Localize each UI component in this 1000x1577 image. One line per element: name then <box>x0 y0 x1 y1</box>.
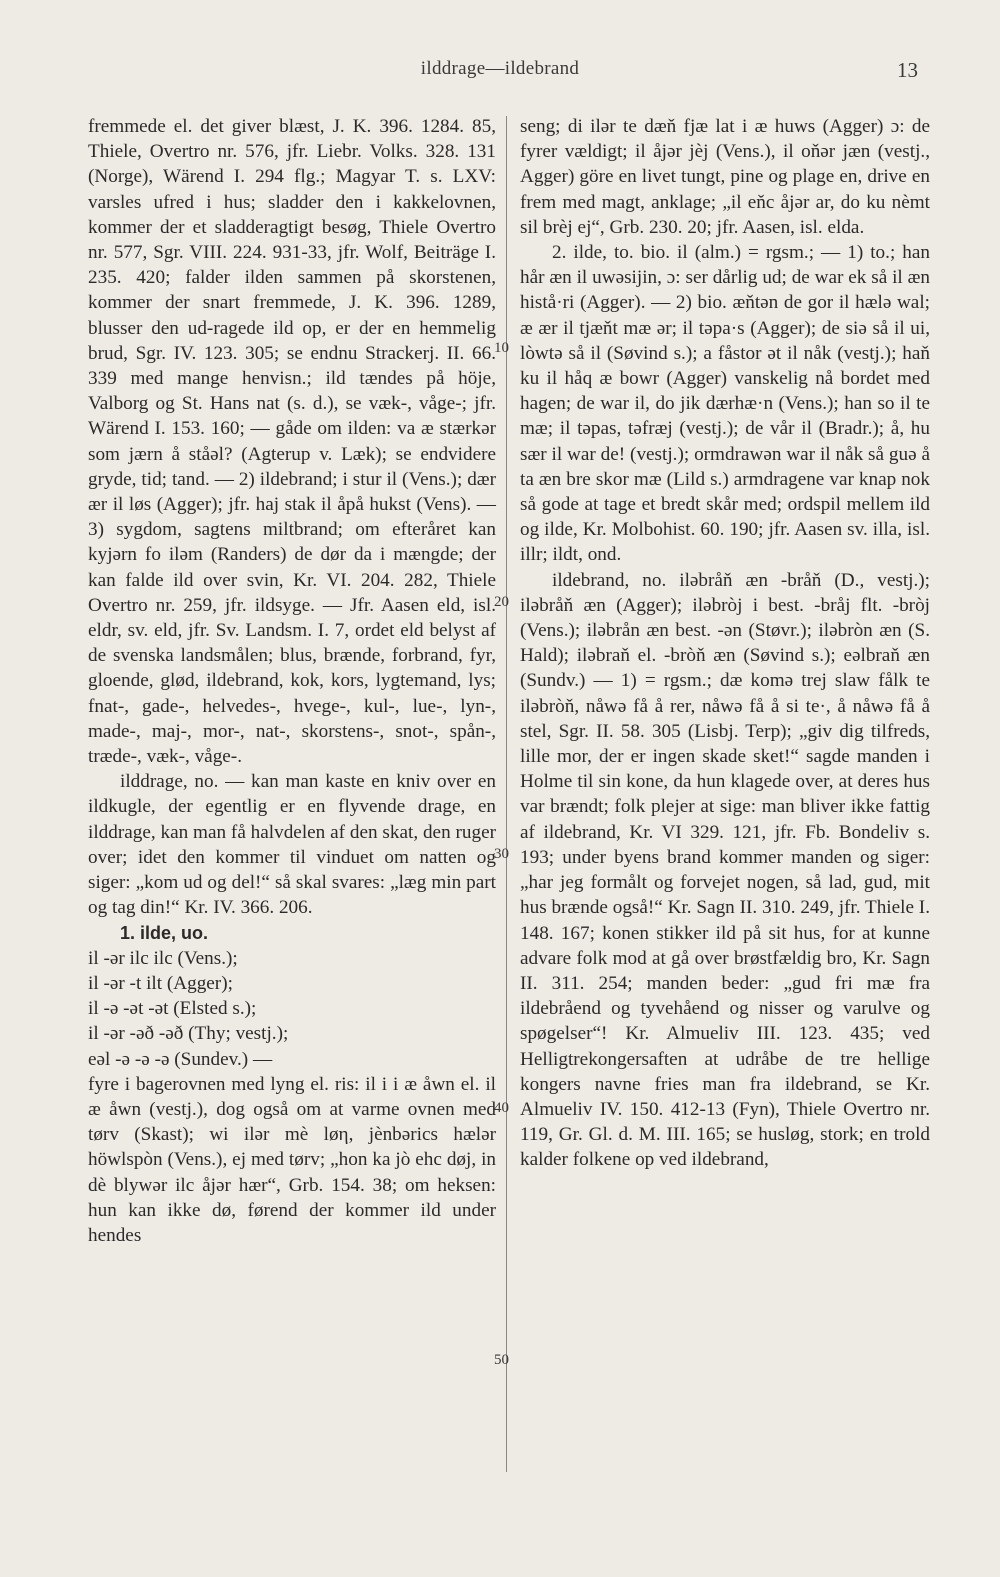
page-header <box>0 58 1000 92</box>
line-number-30: 30 <box>494 846 509 862</box>
line-number-10: 10 <box>494 340 509 356</box>
ilde-form-thy: il -ər -əð -əð (Thy; vestj.); <box>88 1023 289 1045</box>
right-column <box>520 114 930 1173</box>
left-column <box>88 114 496 1248</box>
line-number-20: 20 <box>494 594 509 610</box>
entry-ilddrage: ilddrage, no. — kan man kaste en kniv over en ildkugle, der egentlig er en flyvende drage, en ilddrage, kan man få halvdelen af den skat, den ruger over; idet den kommer til vinduet om natten og siger: „kom ud og del!“ så skal svares: „læg min part og tag din!“ Kr. IV. 366. 206. <box>88 771 496 919</box>
ilde-form-sundev: eəl -ə -ə -ə (Sundev.) — <box>88 1048 273 1070</box>
ilde-form-vens: il -ər ilc ilc (Vens.); <box>88 947 238 969</box>
ilde-form-elsted: il -ə -ət -ət (Elsted s.); <box>88 998 257 1020</box>
entry-ildebrand: ildebrand, no. iləbråň æn -bråň (D., vestj.); iləbråň æn (Agger); iləbròj i best. -bråj flt. -bròj (Vens.); iləbrån æn best. -ən (Støvr.); iləbròn æn (S. Hald); iləbraň el. -bròň æn (Søvind s.); eəlbraň æn (Sundv.) — 1) = rgsm.; dæ komə trej slaw fålk te iləbròň, nåwə få å rer, nåwə få å si te·, å nåwə få å stel, Sgr. II. 58. 305 (Lisbj. Terp); „giv dig tilfreds, lille mor, der er ingen skade sket!“ sagde manden i Holme til sin kone, da hun klagede over, at deres hus var brændt; folk plejer at sige: man bliver ikke fattig af ildebrand, Kr. VI 329. 121, jfr. Fb. Bondeliv s. 193; under byens brand kommer manden og siger: „har jeg formålt og forvejet nogen, så lad, gud, mit hus brænde også!“ Kr. Sagn II. 310. 249, jfr. Thiele I. 148. 167; konen stikker ild på sit hus, for at kunne advare folk mod at gå over brøstfældig bro, Kr. Sagn II. 311. 254; manden beder: „gud fri mæ fra ildebråend og tyvehåend og nisser og varulve og spøgelser“! Kr. Almueliv III. 123. 435; ved Helligtrekongersaftеn at udråbe de tre hellige kongers navne fries man fra ildebrand, se Kr. Almueliv IV. 150. 412-13 (Fyn), Thiele Overtro nr. 119, Gr. Gl. d. M. III. 165; se husløg, stork; en trold kalder folkene op ved ildebrand, <box>520 569 930 1171</box>
entry-ilde-1-text: fyre i bagerovnen med lyng el. ris: il i i æ åwn el. il æ åwn (vestj.), dog også om at varme ovnen med tørv (Skast); wi ilər mè løη, jènbərics hælər höwlspòn (Vens.), ej med tørv; „hon ka jò ehc døj, in dè blywər ilc åjər hær“, Grb. 154. 38; om heksen: hun kan ikke dø, førend der kommer ild under hendes <box>88 1073 496 1246</box>
paragraph-ilde-1-continued: seng; di ilər te dæň fjæ lat i æ huws (Agger) ɔ: de fyrer vældigt; il åjər jèj (Vens.), il oňər jæn (vestj., Agger) göre en livet tungt, pine og plage en, drive en frem med magt, anklage; „il eňc åjər ar, do ku nèmt sil brèj ej“, Grb. 230. 20; jfr. Aasen, isl. elda. <box>520 116 930 238</box>
line-number-40: 40 <box>494 1100 509 1116</box>
page-number: 13 <box>897 58 918 82</box>
entry-ilde-1-headword: 1. ilde, uo. <box>120 922 209 943</box>
ilde-form-agger: il -ər -t ilt (Agger); <box>88 972 233 994</box>
running-title: ilddrage—ildebrand <box>420 58 580 79</box>
line-number-50: 50 <box>494 1352 509 1368</box>
paragraph-ild-continued: fremmede el. det giver blæst, J. K. 396. 1284. 85, Thiele, Overtro nr. 576, jfr. Liebr. Volks. 328. 131 (Norge), Wärend I. 294 flg.; Magyar T. s. LXV: varsles ufred i hus; sladder den i kakkelovnen, kommer der et sladderagtigt besøg, Thiele Overtro nr. 577, Sgr. VIII. 224. 931-33, jfr. Wolf, Beiträge I. 235. 420; falder ilden sammen på skorstenen, kommer der snart fremmede, J. K. 396. 1289, blusser den ud-ragede ild op, er der en hemmelig brud, Sgr. IV. 123. 305; se endnu Strackerj. II. 66. 339 med mange henvisn.; ild tændes på höje, Valborg og St. Hans nat (s. d.), se væk-, våge-; jfr. Wärend I. 153. 160; — gåde om ilden: va æ stærkər som jærn å ståəl? (Agterup v. Læk); se endvidere gryde, tid; tand. — 2) ildebrand; i stur il (Vens.); dær ær il løs (Agger); jfr. haj stak il åpå hukst (Vens). — 3) sygdom, sagtens miltbrand; om efteråret kan kyjərn fo iləm (Randers) de dør da i mængde; der kan falde ild over svin, Kr. VI. 204. 282, Thiele Overtro nr. 259, jfr. ildsyge. — Jfr. Aasen eld, isl. eldr, sv. eld, jfr. Sv. Landsm. I. 7, ordet eld belyst af de svenska landsmålen; blus, brænde, forbrand, fyr, gloende, glød, ildebrand, kok, kors, lygtemand, lys; fnat-, gade-, helvedes-, hvege-, kul-, lue-, lyn-, made-, maj-, mor-, nat-, skorstens-, snot-, spån-, træde-, væk-, våge-. <box>88 116 496 768</box>
column-divider <box>506 116 507 1472</box>
entry-ilde-2: 2. ilde, to. bio. il (alm.) = rgsm.; — 1) to.; han hår æn il uwəsijin, ɔ: ser dårlig ud; de war ek så il æn histå·ri (Agger). — 2) bio. æňtən de gor il hælə wal; æ ær il tjæňt mæ ər; il təpa·s (Agger); de siə så il ui, lòwtə så il (Søvind s.); a fåstor ət il nåk (vestj.); haň ku il håq æ bowr (Agger) vanskelig nå bordet med hagen; de war il, do jik dærhæ·n (Vens.); han so il te mæ; il təpas, təfræj (vestj.); de vår il (Bradr.); å, hu sær il war de! (vestj.); ormdrawən war il nåk så guə å ta æn bre skor mæ (Lild s.) armdragene var knap nok så gode at tage et bredt skår med; ordspil mellem ild og ilde, Kr. Molbohist. 60. 190; jfr. Aasen sv. illa, isl. illr; ildt, ond. <box>520 242 930 566</box>
